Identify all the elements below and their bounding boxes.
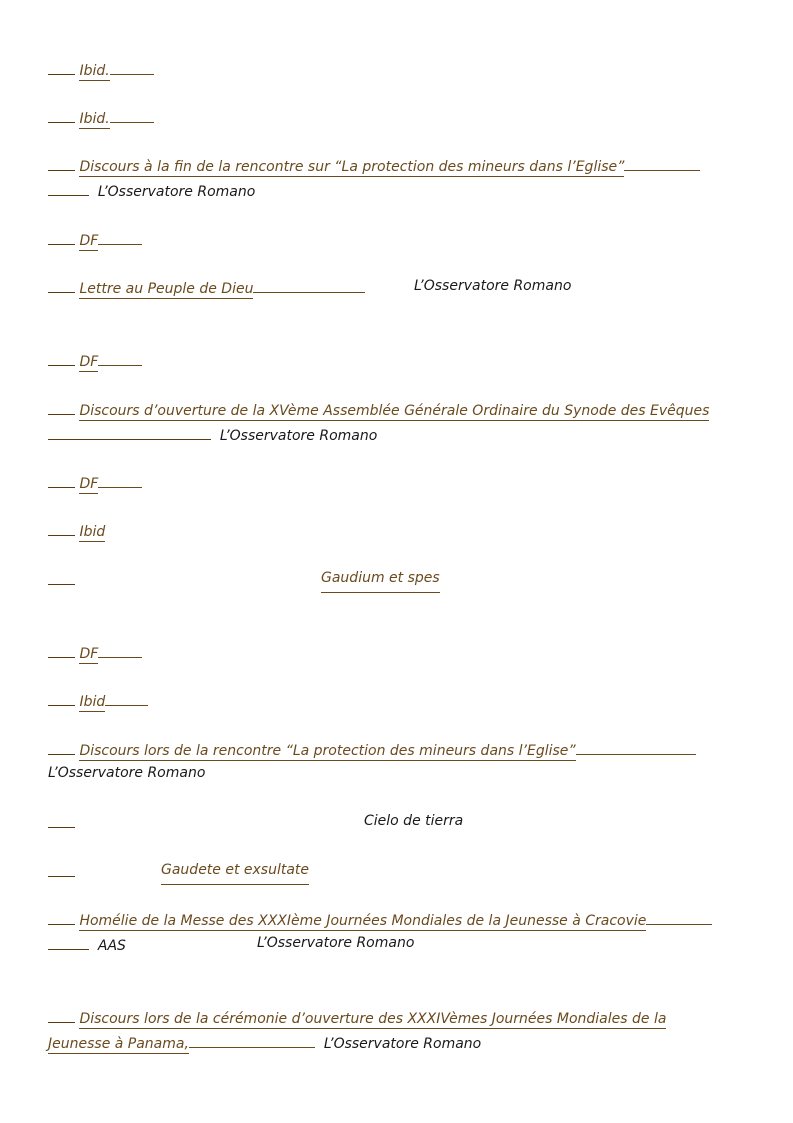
footnote-number-blank — [48, 152, 75, 171]
footnote-number-blank — [48, 274, 75, 293]
footnote-title-link[interactable]: DF — [79, 476, 99, 492]
footnote-source: L’Osservatore Romano — [219, 428, 378, 444]
footnote-9 — [48, 517, 748, 542]
footnote-17 — [48, 1004, 748, 1054]
footnote-source: L’Osservatore Romano — [414, 278, 572, 294]
footnote-title-link[interactable]: Ibid. — [79, 63, 110, 79]
footnote-source-aas: AAS — [97, 938, 126, 954]
footnote-title-link[interactable]: Homélie de la Messe des XXXIème Journées Mondiales de la Jeunesse à Cracovie — [79, 913, 647, 929]
footnote-number-blank — [48, 566, 75, 585]
footnote-source: L’Osservatore Romano — [323, 1036, 482, 1052]
footnote-title-link[interactable]: DF — [79, 646, 99, 662]
footnote-source: L’Osservatore Romano — [257, 935, 415, 951]
footnote-15 — [48, 858, 748, 883]
footnote-title-link[interactable]: Discours lors de la rencontre “La protection des mineurs dans l’Eglise” — [79, 743, 576, 759]
footnote-7 — [48, 396, 748, 446]
footnote-title-link[interactable]: Gaudete et exsultate — [161, 858, 309, 885]
footnote-number-blank — [48, 517, 75, 536]
footnote-12 — [48, 687, 748, 712]
footnote-5 — [48, 274, 748, 299]
footnote-source: L’Osservatore Romano — [97, 184, 256, 200]
footnote-number-blank — [48, 469, 75, 488]
footnote-title-link[interactable]: Discours d’ouverture de la XVème Assemblée Générale Ordinaire du Synode des Evêques — [79, 403, 710, 419]
footnote-number-blank — [48, 1004, 75, 1023]
footnote-number-blank — [48, 687, 75, 706]
footnote-11 — [48, 639, 748, 664]
footnote-13 — [48, 736, 748, 786]
footnote-number-blank — [48, 736, 75, 755]
footnote-6 — [48, 347, 748, 372]
footnote-1 — [48, 56, 748, 81]
footnote-title-link-continued[interactable]: Jeunesse à Panama, — [48, 1036, 189, 1052]
footnote-source: L’Osservatore Romano — [48, 765, 206, 781]
footnote-title-link[interactable]: DF — [79, 233, 99, 249]
footnote-title-link[interactable]: DF — [79, 354, 99, 370]
footnote-title-link[interactable]: Ibid — [79, 524, 106, 540]
footnote-number-blank — [48, 104, 75, 123]
footnote-number-blank — [48, 396, 75, 415]
footnote-8 — [48, 469, 748, 494]
footnote-number-blank — [48, 906, 75, 925]
footnote-title-link[interactable]: Lettre au Peuple de Dieu — [79, 281, 254, 297]
footnote-4 — [48, 226, 748, 251]
footnote-number-blank — [48, 226, 75, 245]
footnote-3 — [48, 152, 748, 202]
footnote-number-blank — [48, 347, 75, 366]
footnote-14 — [48, 809, 748, 834]
footnote-title-link[interactable]: Ibid. — [79, 111, 110, 127]
footnote-title-link[interactable]: Discours lors de la cérémonie d’ouverture des XXXIVèmes Journées Mondiales de la — [79, 1011, 667, 1027]
footnote-title-link[interactable]: Discours à la fin de la rencontre sur “La protection des mineurs dans l’Eglise” — [79, 159, 625, 175]
footnote-number-blank — [48, 858, 75, 877]
footnote-title-link[interactable]: Gaudium et spes — [321, 566, 440, 593]
footnote-2 — [48, 104, 748, 129]
footnote-16 — [48, 906, 748, 956]
footnote-title-link[interactable]: Ibid — [79, 694, 106, 710]
footnote-number-blank — [48, 56, 75, 75]
footnote-10 — [48, 566, 748, 591]
footnote-source: Cielo de tierra — [364, 813, 464, 829]
footnote-number-blank — [48, 639, 75, 658]
footnote-number-blank — [48, 809, 75, 828]
